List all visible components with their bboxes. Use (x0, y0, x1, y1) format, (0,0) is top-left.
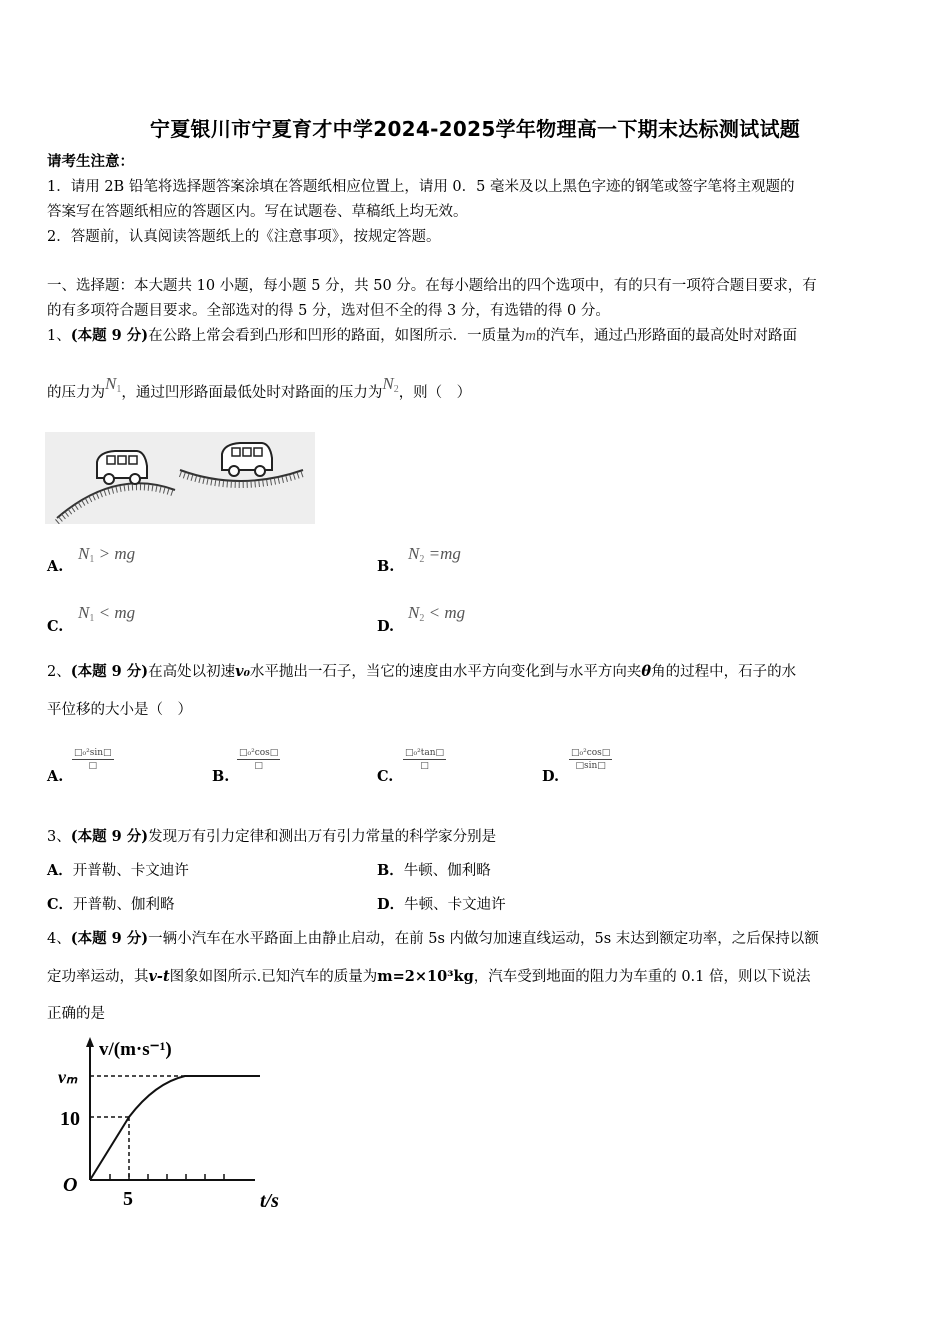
q1-text-4: ，通过凹形路面最低处时对路面的压力为 (121, 385, 383, 401)
q1-line-1 (47, 326, 797, 346)
notice-line-1b: 答案写在答题纸相应的答题区内。写在试题卷、草稿纸上均无效。 (47, 204, 468, 220)
q3-option-c: C．开普勒、伽利略 (47, 896, 175, 913)
q1-prefix: 1、 (47, 328, 71, 344)
q2-line-2: 平位移的大小是（ ） (47, 702, 192, 718)
section-line-1: 一、选择题：本大题共 10 小题，每小题 5 分，共 50 分。在每小题给出的四个选项中，有的只有一项符合题目要求，有 (47, 278, 817, 294)
q2-option-c-label: C. (377, 768, 394, 785)
q2-option-a-frac: $\frac{\text{□₀²sin□}}{□}$ (74, 748, 112, 771)
q2-line-1: 2、(本题 9 分)在高处以初速v₀水平抛出一石子，当它的速度由水平方向变化到与水平方向夹θ角的过程中，石子的水 (47, 663, 797, 680)
q1-score: (本题 9 分) (70, 327, 149, 344)
q2-option-d-frac: $\frac{\text{□₀²cos□}}{□\sin□}$ (571, 748, 611, 771)
q2-option-c-frac: $\frac{\text{□₀²tan□}}{□}$ (405, 748, 445, 771)
q1-option-b-label: B. (377, 558, 395, 575)
q2-option-d-label: D. (542, 768, 560, 785)
q1-text-5: ，则（ ） (398, 385, 472, 401)
vt-graph (55, 1035, 300, 1215)
vt-x5-label: 5 (123, 1188, 133, 1210)
q1-option-d-expr: $N_2$ < mg (408, 603, 466, 624)
q4-line-3: 正确的是 (47, 1006, 105, 1022)
q2-option-a-label: A. (47, 768, 64, 785)
q1-text-2: 的汽车，通过凸形路面的最高处时对路面 (535, 328, 797, 344)
q3-option-b: B．牛顿、伽利略 (377, 862, 491, 879)
section-line-2: 的有多项符合题目要求。全部选对的得 5 分，选对但不全的得 3 分，有选错的得 0 分。 (47, 303, 610, 319)
vt-origin-label: O (63, 1174, 78, 1196)
road-cars-figure (45, 432, 315, 524)
q2-v0: v₀ (235, 663, 250, 680)
q1-option-d-label: D. (377, 618, 395, 635)
vt-xlabel: t/s (260, 1190, 279, 1212)
vt-y10-label: 10 (60, 1108, 80, 1130)
q3-option-d: D．牛顿、卡文迪许 (377, 896, 506, 913)
q1-option-b-expr: $N_2 =mg$ (408, 544, 461, 565)
q1-text-3: 的压力为 (47, 385, 105, 401)
vt-vm-label: vₘ (58, 1067, 78, 1087)
notice-line-2: 2．答题前，认真阅读答题纸上的《注意事项》，按规定答题。 (47, 229, 441, 245)
q3-line: 3、(本题 9 分)发现万有引力定律和测出万有引力常量的科学家分别是 (47, 828, 497, 845)
q4-line-1: 4、(本题 9 分)一辆小汽车在水平路面上由静止启动，在前 5s 内做匀加速直线运动，5s 末达到额定功率，之后保持以额 (47, 930, 819, 947)
q1-mass-symbol: m (525, 328, 536, 344)
q1-option-c-expr: $N_1$ < mg (78, 603, 136, 624)
notice-heading: 请考生注意： (47, 153, 134, 170)
q1-option-a-expr: $N_1$ > mg (78, 544, 136, 565)
notice-line-1a: 1．请用 2B 铅笔将选择题答案涂填在答题纸相应位置上，请用 0．5 毫米及以上黑色字迹的钢笔或签字笔将主观题的 (47, 179, 795, 195)
q1-option-c-label: C. (47, 618, 64, 635)
q4-line-2: 定功率运动，其v-t图象如图所示.已知汽车的质量为m=2×10³kg，汽车受到地面的阻力为车重的 0.1 倍，则以下说法 (47, 968, 811, 985)
q1-n1: $N_1$ (105, 374, 122, 395)
q1-text-1: 在公路上常会看到凸形和凹形的路面，如图所示．一质量为 (148, 328, 526, 344)
q2-theta: θ (641, 663, 652, 680)
q1-n2: $N_2$ (382, 374, 399, 395)
vt-ylabel: v/(m·s⁻¹) (99, 1039, 172, 1060)
q1-option-a-label: A. (47, 558, 64, 575)
q1-line-2 (47, 374, 472, 408)
page-title: 宁夏银川市宁夏育才中学2024-2025学年物理高一下期末达标测试试题 (149, 117, 801, 141)
q2-option-b-label: B. (212, 768, 230, 785)
q2-option-b-frac: $\frac{\text{□₀²cos□}}{□}$ (239, 748, 279, 771)
q3-option-a: A．开普勒、卡文迪许 (47, 862, 189, 879)
